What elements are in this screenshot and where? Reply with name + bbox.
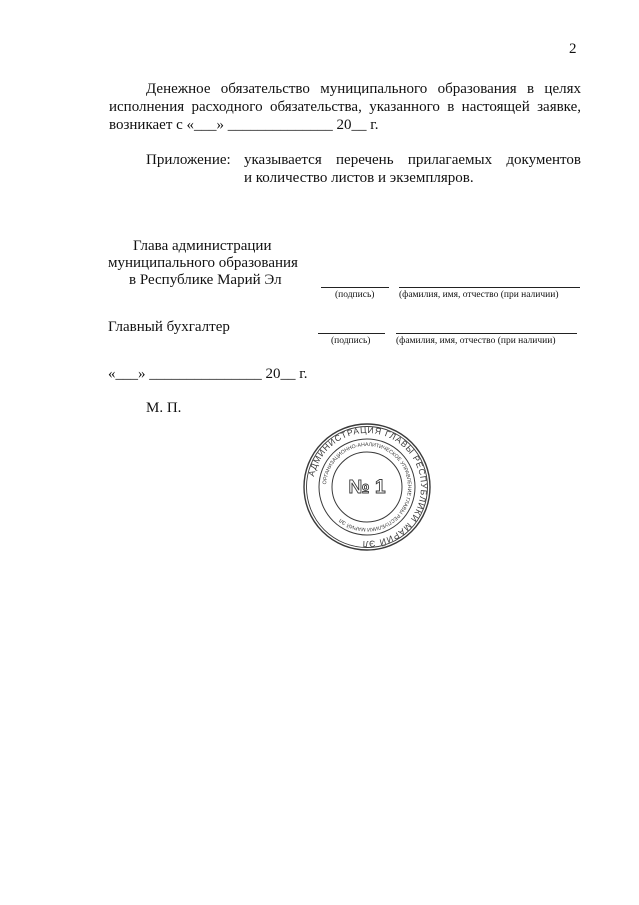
accountant-signature-line — [318, 333, 385, 334]
obligation-line-1: Денежное обязательство муниципального образования в целях — [146, 81, 581, 97]
head-name-line — [399, 287, 580, 288]
stamp-center-text: № 1 — [348, 477, 386, 498]
appendix-line-1: указывается перечень прилагаемых документов — [244, 152, 581, 168]
page-number: 2 — [569, 41, 577, 57]
date-line: «___» _______________ 20__ г. — [108, 366, 308, 382]
accountant-name-caption: (фамилия, имя, отчество (при наличии) — [396, 336, 556, 346]
accountant-signature-caption: (подпись) — [331, 336, 371, 346]
accountant-name-line — [396, 333, 577, 334]
appendix-line-2: и количество листов и экземпляров. — [244, 170, 474, 186]
appendix-label: Приложение: — [146, 152, 231, 168]
stamp-outer-text: АДМИНИСТРАЦИЯ ГЛАВЫ РЕСПУБЛИКИ МАРИЙ ЭЛ — [306, 424, 430, 550]
head-name-caption: (фамилия, имя, отчество (при наличии) — [399, 290, 559, 300]
head-signature-line — [321, 287, 389, 288]
head-title-line-1: Глава администрации — [133, 238, 272, 254]
obligation-line-2: исполнения расходного обязательства, указанного в настоящей заявке, — [109, 99, 581, 115]
head-title-line-2: муниципального образования — [108, 255, 298, 271]
seal-place-label: М. П. — [146, 400, 182, 416]
official-stamp — [302, 422, 432, 552]
stamp-inner-text: ОРГАНИЗАЦИОННО-АНАЛИТИЧЕСКОЕ УПРАВЛЕНИЕ ГЛАВЫ РЕСПУБЛИКИ МАРИЙ ЭЛ — [322, 441, 413, 533]
obligation-line-3: возникает с «___» ______________ 20__ г. — [109, 117, 379, 133]
accountant-title: Главный бухгалтер — [108, 319, 230, 335]
head-title-line-3: в Республике Марий Эл — [129, 272, 282, 288]
head-signature-caption: (подпись) — [335, 290, 375, 300]
